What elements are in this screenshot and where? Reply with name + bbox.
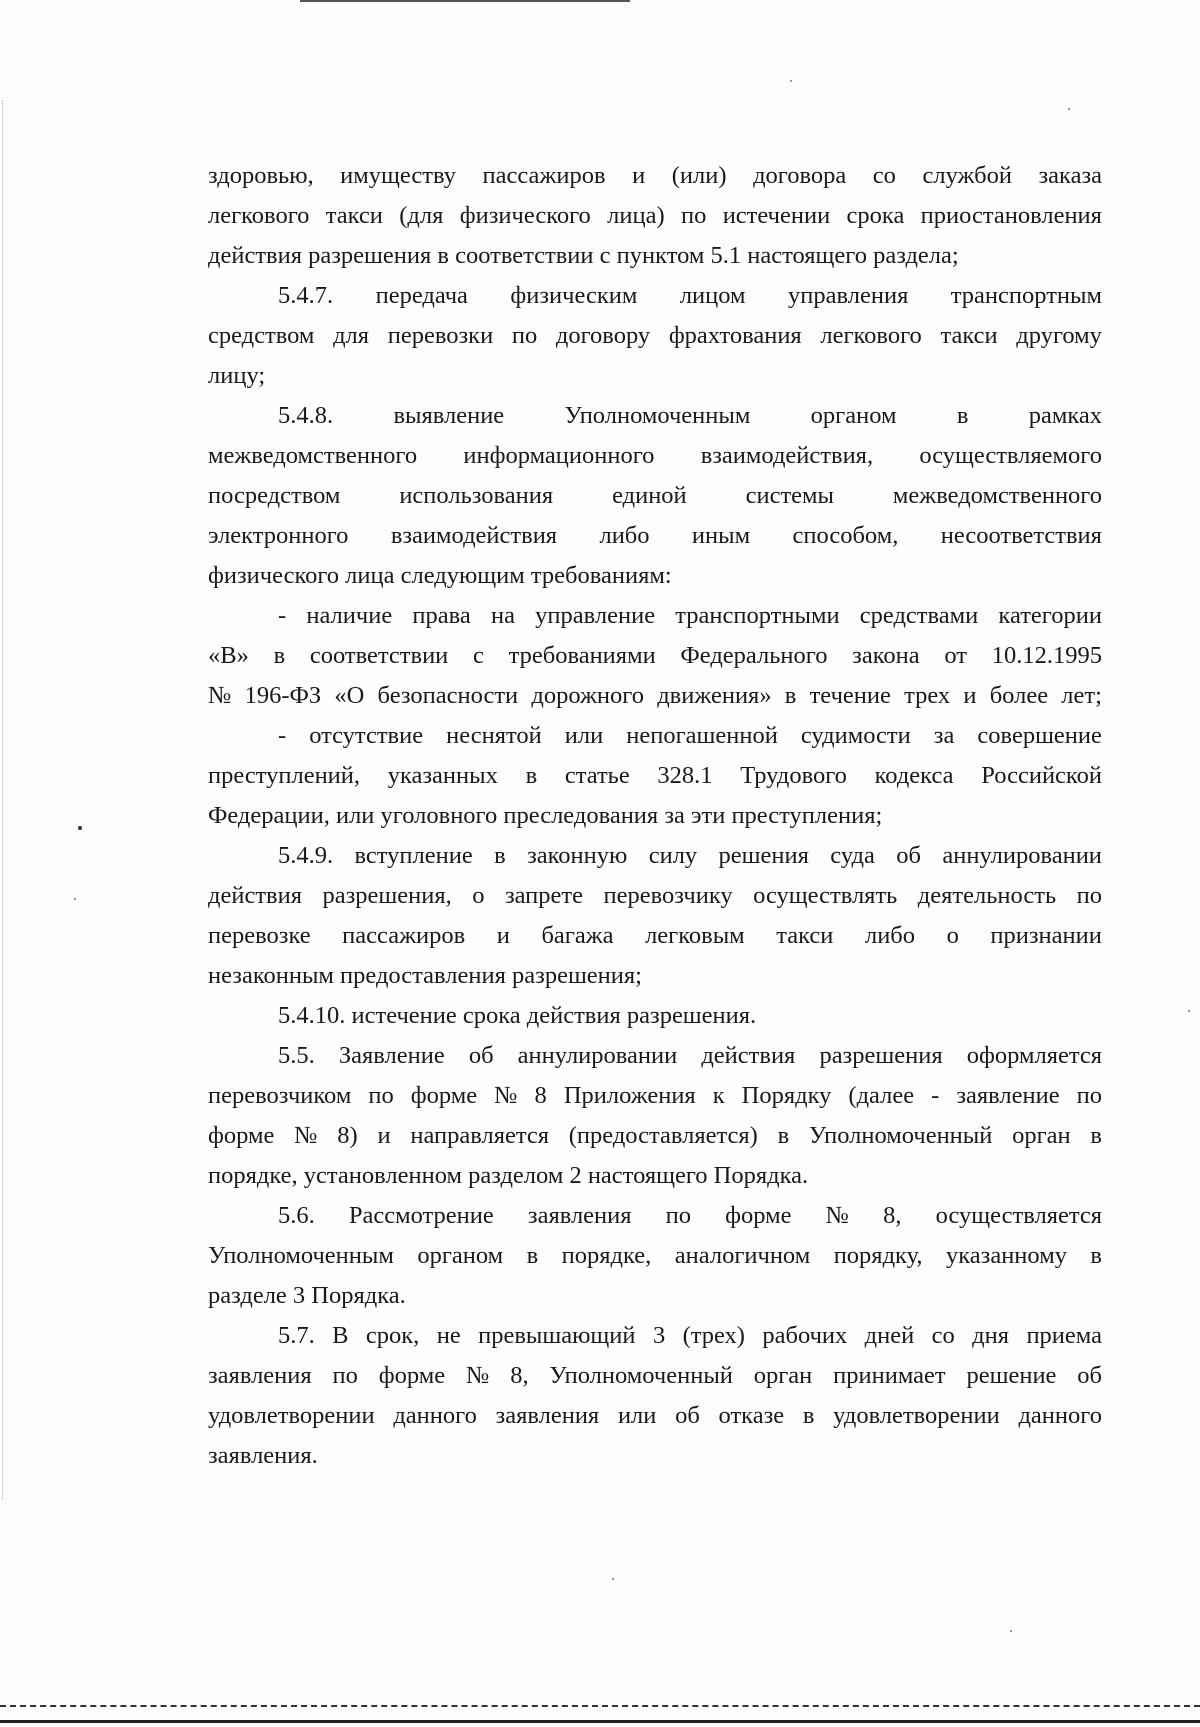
word: орган (1012, 1122, 1071, 1149)
word: В (332, 1322, 349, 1349)
word: превышающий (478, 1322, 636, 1349)
word: договора (753, 162, 847, 189)
word: орган (753, 1362, 813, 1389)
word: со (872, 162, 896, 189)
word: либо (864, 922, 916, 949)
word: взаимодействия, (700, 442, 874, 469)
word: иным (691, 522, 751, 549)
word: или (617, 1402, 657, 1429)
text-line (208, 196, 1102, 236)
word: (или) (671, 162, 727, 189)
word: перевозчику (603, 882, 733, 909)
word: рабочих (762, 1322, 848, 1349)
word: по (1076, 1082, 1102, 1109)
scan-edge-bottom-dashed (0, 1705, 1200, 1707)
word: судимости (800, 722, 911, 749)
word: Приложения (563, 1082, 696, 1109)
word: осуществляемого (919, 442, 1102, 469)
text-line-content: незаконным предоставления разрешения; (208, 962, 642, 989)
word: 8, (883, 1202, 902, 1229)
word: по (665, 1202, 692, 1229)
word: в (494, 842, 506, 869)
scan-speck (612, 1578, 614, 1580)
text-line (208, 1316, 1102, 1356)
text-line (208, 276, 1102, 316)
word: оформляется (966, 1042, 1102, 1069)
text-line-content: физического лица следующим требованиям: (208, 562, 672, 589)
word: направляется (410, 1122, 549, 1149)
word: транспортными (675, 602, 840, 629)
word: статье (564, 762, 630, 789)
word: отказе (718, 1402, 785, 1429)
word: по (368, 1082, 394, 1109)
word: преступлений, (208, 762, 361, 789)
word: Трудового (740, 762, 847, 789)
word: в (525, 762, 538, 789)
word: управления (788, 282, 909, 309)
text-line (208, 516, 1102, 556)
word: в (526, 1242, 539, 1269)
word: 8) (337, 1122, 358, 1149)
scan-edge-top (300, 0, 630, 2)
word: с (473, 642, 484, 669)
word: - (931, 1082, 940, 1109)
word: решение (966, 1362, 1057, 1389)
word: разрешения, (322, 882, 452, 909)
word: удовлетворении (208, 1402, 375, 1429)
word: системы (745, 482, 834, 509)
word: 5.4.9. (278, 842, 334, 869)
word: и (963, 682, 977, 709)
word: суда (830, 842, 875, 869)
text-line (208, 716, 1102, 756)
text-line (208, 396, 1102, 436)
word: такси (776, 922, 834, 949)
word: такси (940, 322, 998, 349)
word: движения» (657, 682, 772, 709)
scan-speck (1188, 1010, 1190, 1012)
word: заявления (208, 1362, 312, 1389)
text-line-content: лицу; (208, 362, 266, 389)
scan-speck (1068, 108, 1070, 110)
word: разрешения (819, 1042, 943, 1069)
word: Уполномоченным (208, 1242, 394, 1269)
word: трех (904, 682, 951, 709)
word: Уполномоченный (549, 1362, 733, 1389)
word: срока (846, 202, 905, 229)
word: непогашенной (626, 722, 778, 749)
word: дня (972, 1322, 1010, 1349)
word: признании (990, 922, 1102, 949)
word: более (989, 682, 1049, 709)
word: в (1090, 1242, 1102, 1269)
word: № (294, 1122, 318, 1149)
word: деятельность (917, 882, 1057, 909)
word: (далее (848, 1082, 915, 1109)
word: органом (810, 402, 897, 429)
word: к (712, 1082, 725, 1109)
text-line (208, 1156, 1102, 1196)
word: - (278, 602, 287, 629)
document-body (208, 156, 1102, 1476)
word: об (675, 1402, 700, 1429)
word: 5.6. (278, 1202, 315, 1229)
word: или (564, 722, 604, 749)
word: (для (399, 202, 444, 229)
word: № (208, 682, 232, 709)
word: лицом (679, 282, 746, 309)
word: форме (378, 1362, 446, 1389)
word: межведомственного (208, 442, 418, 469)
word: форме (725, 1202, 792, 1229)
word: права (412, 602, 471, 629)
word: выявление (393, 402, 505, 429)
word: либо (599, 522, 650, 549)
word: имуществу (340, 162, 456, 189)
scan-speck (78, 826, 82, 830)
word: порядке, (561, 1242, 652, 1269)
text-line-content: 5.4.10. истечение срока действия разрешения. (278, 1002, 757, 1029)
word: «О (334, 682, 365, 709)
word: средствами (859, 602, 979, 629)
word: 196-ФЗ (244, 682, 322, 709)
text-line (208, 436, 1102, 476)
word: перевозки (387, 322, 494, 349)
word: фрахтования (668, 322, 802, 349)
word: и (496, 922, 510, 949)
text-line (208, 236, 1102, 276)
word: договору (555, 322, 651, 349)
word: на (490, 602, 515, 629)
word: данного (1018, 1402, 1102, 1429)
scan-speck (790, 80, 792, 82)
word: о (472, 882, 485, 909)
word: от (944, 642, 967, 669)
text-line-content: заявления. (208, 1442, 318, 1469)
word: по (332, 1362, 358, 1389)
word: в (777, 1122, 790, 1149)
word: со (931, 1322, 955, 1349)
word: заявление (956, 1082, 1060, 1109)
text-line (208, 1076, 1102, 1116)
word: здоровью, (208, 162, 314, 189)
word: указанному (945, 1242, 1067, 1269)
word: физическим (510, 282, 638, 309)
word: требованиями (508, 642, 656, 669)
text-line (208, 916, 1102, 956)
word: форме (410, 1082, 478, 1109)
word: для (333, 322, 370, 349)
word: электронного (208, 522, 349, 549)
text-line (208, 1236, 1102, 1276)
word: категории (998, 602, 1102, 629)
word: аннулировании (517, 1042, 678, 1069)
word: службой (922, 162, 1012, 189)
word: лица) (607, 202, 665, 229)
word: способом, (792, 522, 899, 549)
text-line-content: Федерации, или уголовного преследования за эти преступления; (208, 802, 883, 829)
word: отсутствие (309, 722, 424, 749)
word: (предоставляется) (568, 1122, 758, 1149)
text-line (208, 1356, 1102, 1396)
text-line-content: действия разрешения в соответствии с пунктом 5.1 настоящего раздела; (208, 242, 959, 269)
text-line (208, 836, 1102, 876)
text-line (208, 756, 1102, 796)
word: дней (864, 1322, 915, 1349)
text-line (208, 1036, 1102, 1076)
word: Российской (981, 762, 1102, 789)
word: форме (208, 1122, 275, 1149)
word: законную (527, 842, 628, 869)
word: пассажиров (342, 922, 466, 949)
text-line-content: порядке, установленном разделом 2 настоящего Порядка. (208, 1162, 809, 1189)
word: 8, (510, 1362, 529, 1389)
word: об (468, 1042, 494, 1069)
text-line (208, 1396, 1102, 1436)
word: об (896, 842, 921, 869)
word: в (273, 642, 286, 669)
word: вступление (354, 842, 473, 869)
scan-speck (1010, 1630, 1012, 1632)
word: 5.4.7. (278, 282, 334, 309)
text-line (208, 1276, 1102, 1316)
word: кодекса (874, 762, 954, 789)
word: 8 (534, 1082, 547, 1109)
word: в (956, 402, 969, 429)
word: 10.12.1995 (991, 642, 1102, 669)
text-line (208, 1196, 1102, 1236)
word: Федерального (680, 642, 828, 669)
word: перевозчиком (208, 1082, 352, 1109)
word: багажа (541, 922, 614, 949)
text-line (208, 556, 1102, 596)
word: силу (648, 842, 698, 869)
word: такси (325, 202, 383, 229)
word: (трех) (682, 1322, 745, 1349)
word: Рассмотрение (348, 1202, 494, 1229)
text-line (208, 1436, 1102, 1476)
text-line-content: разделе 3 Порядка. (208, 1282, 406, 1309)
word: управление (535, 602, 656, 629)
word: наличие (306, 602, 393, 629)
word: запрете (504, 882, 583, 909)
text-line (208, 156, 1102, 196)
word: Уполномоченный (808, 1122, 993, 1149)
word: легковым (645, 922, 745, 949)
word: в (784, 682, 797, 709)
word: единой (612, 482, 687, 509)
word: перевозке (208, 922, 311, 949)
word: Заявление (338, 1042, 445, 1069)
word: 5.5. (278, 1042, 315, 1069)
word: решения (718, 842, 809, 869)
text-line (208, 596, 1102, 636)
word: 5.4.8. (278, 402, 334, 429)
word: действия (701, 1042, 796, 1069)
word: № (494, 1082, 518, 1109)
word: средством (208, 322, 315, 349)
word: заявления (495, 1402, 600, 1429)
word: 3 (652, 1322, 666, 1349)
word: органом (417, 1242, 504, 1269)
word: легкового (208, 202, 310, 229)
word: и (377, 1122, 391, 1149)
word: взаимодействия (390, 522, 558, 549)
word: Порядку (741, 1082, 832, 1109)
word: лет; (1061, 682, 1102, 709)
word: несоответствия (940, 522, 1102, 549)
text-line (208, 476, 1102, 516)
word: пассажиров (482, 162, 606, 189)
text-line (208, 796, 1102, 836)
text-line (208, 636, 1102, 676)
word: действия (208, 882, 302, 909)
word: осуществлять (753, 882, 898, 909)
word: 328.1 (657, 762, 713, 789)
word: аналогичном (674, 1242, 811, 1269)
text-line (208, 996, 1102, 1036)
text-line (208, 876, 1102, 916)
word: порядку, (833, 1242, 923, 1269)
word: приема (1026, 1322, 1102, 1349)
text-line (208, 356, 1102, 396)
word: не (436, 1322, 461, 1349)
word: посредством (208, 482, 341, 509)
text-line (208, 316, 1102, 356)
word: соответствии (309, 642, 449, 669)
word: за (933, 722, 955, 749)
word: заявления (527, 1202, 632, 1229)
word: данного (393, 1402, 477, 1429)
word: 5.7. (278, 1322, 315, 1349)
scan-edge-bottom (0, 1720, 1200, 1723)
word: физического (459, 202, 591, 229)
word: осуществляется (935, 1202, 1102, 1229)
word: межведомственного (892, 482, 1102, 509)
word: по (1076, 882, 1102, 909)
word: неснятой (446, 722, 542, 749)
word: заказа (1038, 162, 1102, 189)
text-line (208, 676, 1102, 716)
scan-speck (74, 898, 76, 900)
word: легкового (820, 322, 922, 349)
word: дорожного (531, 682, 644, 709)
word: - (278, 722, 287, 749)
word: принимает (833, 1362, 946, 1389)
word: информационного (463, 442, 655, 469)
word: указанных (387, 762, 498, 789)
word: течение (809, 682, 891, 709)
word: № (465, 1362, 490, 1389)
word: по (511, 322, 538, 349)
word: в (1090, 1122, 1102, 1149)
word: транспортным (950, 282, 1102, 309)
word: об (1077, 1362, 1102, 1389)
word: другому (1016, 322, 1102, 349)
word: срок, (365, 1322, 420, 1349)
word: № (825, 1202, 850, 1229)
word: приостановления (920, 202, 1102, 229)
word: аннулировании (942, 842, 1102, 869)
text-line (208, 956, 1102, 996)
word: в (802, 1402, 815, 1429)
word: удовлетворении (833, 1402, 1000, 1429)
word: закона (852, 642, 920, 669)
word: передача (375, 282, 468, 309)
word: и (632, 162, 646, 189)
word: совершение (977, 722, 1102, 749)
word: безопасности (377, 682, 519, 709)
word: истечении (722, 202, 831, 229)
word: рамках (1028, 402, 1102, 429)
word: Уполномоченным (564, 402, 751, 429)
text-line (208, 1116, 1102, 1156)
scan-edge-left (2, 100, 4, 1500)
word: использования (399, 482, 554, 509)
word: «В» (208, 642, 249, 669)
word: о (946, 922, 959, 949)
word: по (680, 202, 707, 229)
